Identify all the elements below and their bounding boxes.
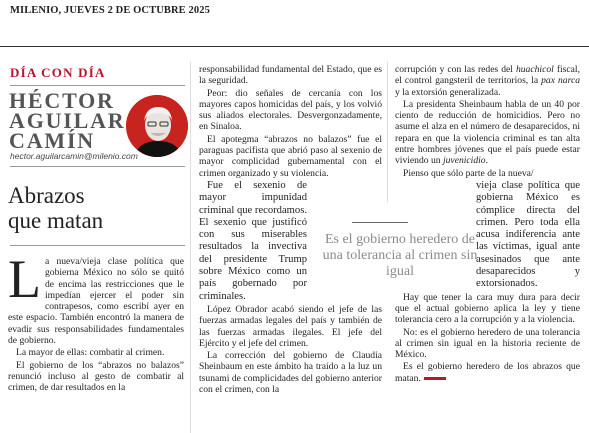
headline bbox=[8, 183, 103, 233]
text-italic: huachicol bbox=[515, 64, 554, 75]
paragraph-text: a nueva/vieja clase política que gobierna México no sólo se quitó de encima las restricciones que le impedían ejercer el poder sin contrapesos, como escribí ayer en este espacio. También encontró la manera de evadir sus responsabilidades fundamentales de gobierno. bbox=[8, 256, 184, 347]
author-photo bbox=[126, 95, 188, 157]
top-rule bbox=[0, 46, 589, 47]
text-span: La presidenta Sheinbaum habla de un 40 por ciento de reducción de homicidios. Pero no asume el alza en el número de desaparecidos, ni repara en que la violencia criminal es tan alta entre hombres jóvenes que el país puede estar viviendo un bbox=[395, 98, 580, 167]
section-rule bbox=[10, 85, 185, 86]
paragraph bbox=[395, 64, 580, 98]
column-3 bbox=[395, 64, 580, 385]
paragraph: vieja clase política que gobierna México es cómplice directa del crimen. Pero toda ella acusa indiferencia ante las víctimas, igual ante asesinados que ante desaparecidos y extorsionados. bbox=[476, 179, 580, 290]
section-label: DÍA CON DÍA bbox=[10, 65, 106, 80]
dropcap: L bbox=[8, 249, 41, 309]
paragraph: Fue el sexenio de mayor impunidad criminal que recordamos. El sexenio que justificó con sus miserables resultados la invectiva del presidente Trump sobre México como un país gobernado por criminales. bbox=[199, 179, 307, 302]
paragraph: López Obrador acabó siendo el jefe de las fuerzas armadas legales del país y también de las fuerzas armadas ilegales. El jefe del Ejército y el jefe del crimen. bbox=[199, 303, 382, 349]
end-mark-icon bbox=[424, 377, 446, 380]
headline-line-1: Abrazos bbox=[8, 183, 85, 208]
column-divider bbox=[387, 62, 388, 202]
paragraph: responsabilidad fundamental del Estado, que es la seguridad. bbox=[199, 64, 382, 87]
masthead: MILENIO, JUEVES 2 DE OCTUBRE 2025 bbox=[10, 5, 210, 16]
paragraph: El gobierno de los “abrazos no balazos” renunció incluso al gesto de combatir al crimen, de dar resultados en la bbox=[8, 359, 184, 394]
text-span: y la extorsión generalizada. bbox=[395, 86, 501, 98]
text-italic: juvenicidio bbox=[442, 155, 486, 167]
author-line-1: HÉCTOR bbox=[9, 88, 115, 113]
paragraph: Pienso que sólo parte de la nueva/ bbox=[403, 167, 534, 179]
paragraph bbox=[395, 99, 580, 167]
paragraph bbox=[8, 249, 184, 347]
author-name bbox=[9, 88, 126, 153]
column-1 bbox=[8, 249, 184, 395]
pull-quote: Es el gobierno heredero de una tolerancia al crimen sin igual bbox=[322, 232, 478, 279]
headline-rule bbox=[10, 245, 185, 246]
author-line-3: CAMÍN bbox=[9, 128, 95, 153]
headline-line-2: que matan bbox=[8, 208, 104, 233]
text-italic: pax narca bbox=[541, 75, 580, 87]
paragraph bbox=[395, 361, 580, 384]
text-span: . bbox=[485, 155, 488, 167]
paragraph: La mayor de ellas: combatir al crimen. bbox=[16, 347, 165, 359]
column-2 bbox=[199, 64, 382, 396]
column-divider bbox=[190, 62, 191, 433]
text-span: Es el gobierno heredero de los abrazos que matan. bbox=[395, 361, 580, 384]
text-span: corrupción y con las redes del bbox=[395, 64, 516, 75]
author-email[interactable]: hector.aguilarcamin@milenio.com bbox=[10, 151, 138, 161]
paragraph: El apotegma “abrazos no balazos” fue el paraguas pacifista que abrió paso al sexenio de mayor complicidad gubernamental con el crimen organizado y su violencia. bbox=[199, 133, 382, 179]
author-portrait-icon bbox=[126, 95, 188, 157]
author-line-2: AGUILAR bbox=[9, 108, 126, 133]
text-span: fiscal, el control gangsteril de territorios, la bbox=[395, 64, 580, 87]
paragraph: Peor: dio señales de cercanía con los mayores capos homicidas del país, y los volvió sus aliados electorales. Desvergonzadamente, en Sinaloa. bbox=[199, 87, 382, 133]
paragraph: La corrección del gobierno de Claudia Sheinbaum en este ámbito ha traído a la luz un tsunami de complicidades del gobierno anterior con el crimen, con la bbox=[199, 350, 382, 396]
paragraph: No: es el gobierno heredero de una tolerancia al crimen sin igual en la historia reciente de México. bbox=[395, 326, 580, 361]
author-rule bbox=[10, 166, 185, 167]
paragraph: Hay que tener la cara muy dura para decir que el actual gobierno aplica la ley y tiene tolerancia cero a la corrupción y a la violencia. bbox=[395, 291, 580, 326]
